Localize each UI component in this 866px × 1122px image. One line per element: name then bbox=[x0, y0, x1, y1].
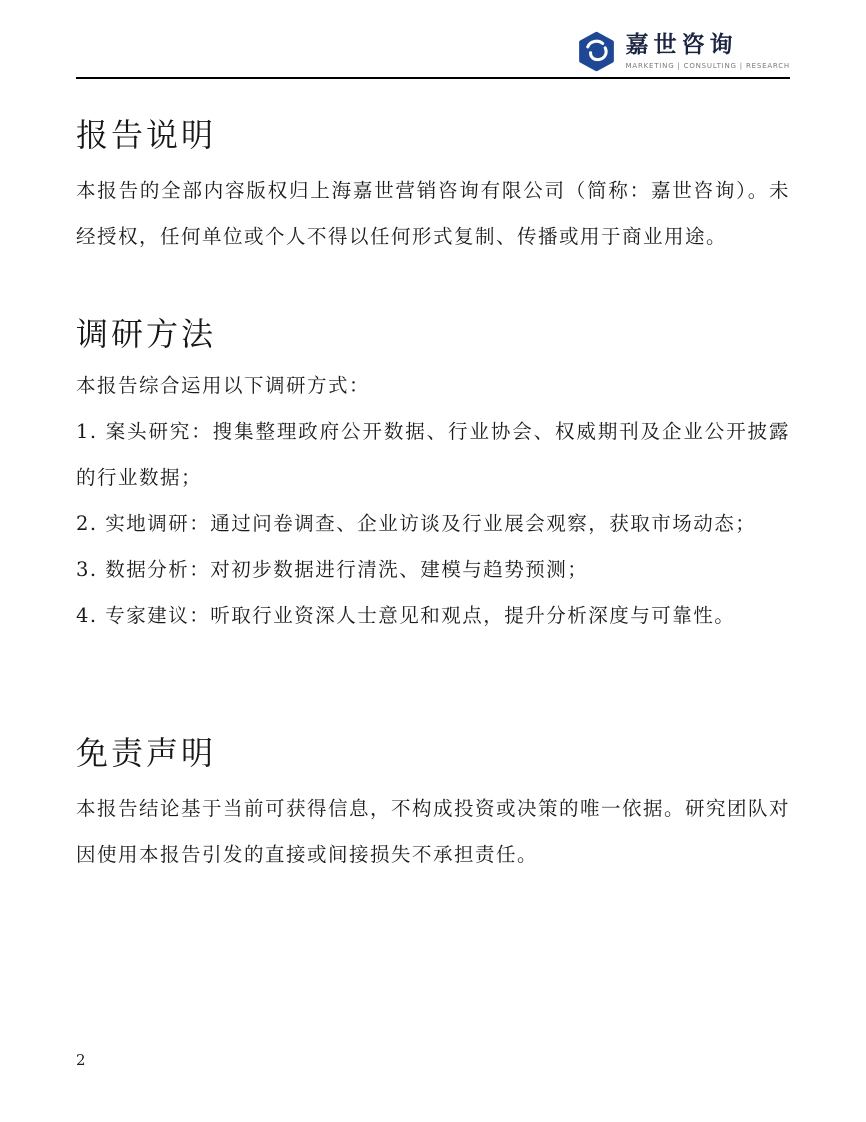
section-title-disclaimer: 免责声明 bbox=[76, 734, 217, 772]
brand-tagline: MARKETING | CONSULTING | RESEARCH bbox=[625, 61, 790, 70]
section-title-methodology: 调研方法 bbox=[76, 315, 217, 353]
section-disclaimer bbox=[76, 733, 790, 878]
header-divider bbox=[76, 77, 790, 79]
report-notes-paragraph: 本报告的全部内容版权归上海嘉世营销咨询有限公司（简称：嘉世咨询）。未经授权，任何单位或个人不得以任何形式复制、传播或用于商业用途。 bbox=[76, 179, 790, 248]
methodology-item-2: 2. 实地调研：通过问卷调查、企业访谈及行业展会观察，获取市场动态； bbox=[76, 512, 757, 535]
brand-text-block bbox=[626, 33, 790, 69]
methodology-item-4: 4. 专家建议：听取行业资深人士意见和观点，提升分析深度与可靠性。 bbox=[76, 604, 736, 627]
section-methodology bbox=[76, 314, 790, 639]
page-number: 2 bbox=[76, 1051, 86, 1069]
report-page-body bbox=[0, 115, 866, 878]
methodology-item-1: 1. 案头研究：搜集整理政府公开数据、行业协会、权威期刊及企业公开披露的行业数据； bbox=[76, 420, 790, 489]
section-report-notes bbox=[76, 115, 790, 260]
methodology-intro: 本报告综合运用以下调研方式： bbox=[76, 374, 371, 397]
methodology-item-3: 3. 数据分析：对初步数据进行清洗、建模与趋势预测； bbox=[76, 558, 589, 581]
methodology-list bbox=[76, 409, 790, 639]
brand-logo-icon bbox=[576, 31, 617, 72]
brand-logo bbox=[576, 31, 790, 72]
disclaimer-paragraph: 本报告结论基于当前可获得信息，不构成投资或决策的唯一依据。研究团队对因使用本报告引发的直接或间接损失不承担责任。 bbox=[76, 797, 791, 866]
page-header bbox=[0, 0, 866, 72]
section-title-report-notes: 报告说明 bbox=[76, 116, 217, 154]
brand-name: 嘉世咨询 bbox=[625, 32, 738, 59]
